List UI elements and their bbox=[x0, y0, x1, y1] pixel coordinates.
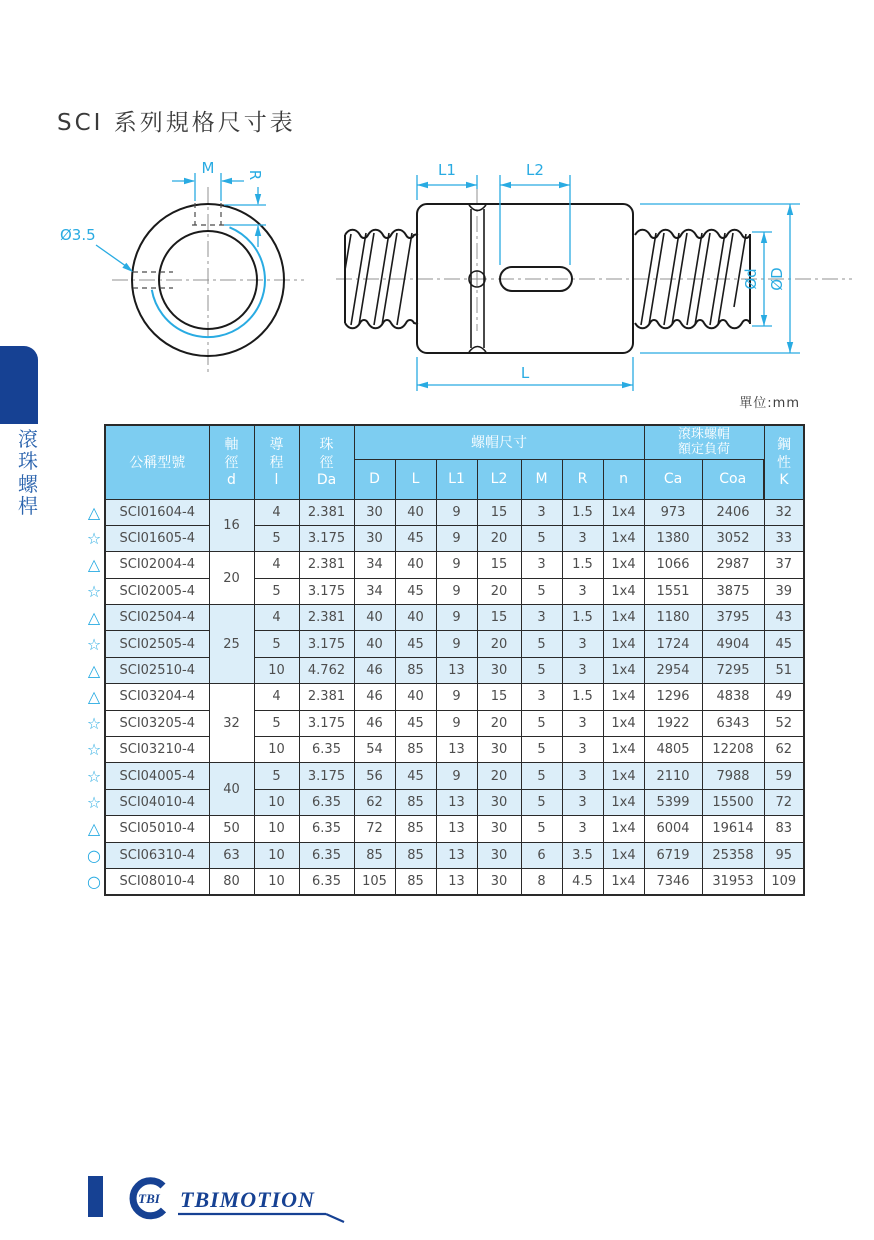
header-col-L: L bbox=[395, 459, 436, 499]
model-cell: SCI01604-4 bbox=[105, 499, 209, 525]
ca-cell: 2110 bbox=[644, 763, 702, 789]
l1-cell: 13 bbox=[436, 657, 477, 683]
row-marker-icon: ☆ bbox=[84, 525, 105, 551]
ca-cell: 1296 bbox=[644, 684, 702, 710]
n-cell: 1x4 bbox=[603, 631, 644, 657]
m-cell: 5 bbox=[521, 578, 562, 604]
coa-cell: 19614 bbox=[702, 816, 764, 842]
lead-cell: 10 bbox=[254, 868, 299, 894]
d-cell: 62 bbox=[354, 789, 395, 815]
dim-label-l2: L2 bbox=[526, 161, 544, 179]
l-cell: 85 bbox=[395, 842, 436, 868]
shaft-dia-cell: 25 bbox=[209, 605, 254, 684]
ca-cell: 1180 bbox=[644, 605, 702, 631]
footer-accent-bar bbox=[88, 1176, 103, 1217]
r-cell: 1.5 bbox=[562, 499, 603, 525]
dim-label-l1: L1 bbox=[438, 161, 456, 179]
row-marker-icon: ○ bbox=[84, 868, 105, 894]
dim-label-m: M bbox=[201, 159, 215, 177]
shaft-dia-cell: 16 bbox=[209, 499, 254, 552]
header-model: 公稱型號 bbox=[105, 425, 209, 499]
l1-cell: 9 bbox=[436, 499, 477, 525]
lead-cell: 10 bbox=[254, 737, 299, 763]
m-cell: 3 bbox=[521, 499, 562, 525]
d-cell: 85 bbox=[354, 842, 395, 868]
r-cell: 3 bbox=[562, 525, 603, 551]
d-cell: 30 bbox=[354, 525, 395, 551]
l1-cell: 13 bbox=[436, 816, 477, 842]
l-cell: 45 bbox=[395, 631, 436, 657]
l-cell: 45 bbox=[395, 763, 436, 789]
l2-cell: 30 bbox=[477, 789, 521, 815]
ball-dia-cell: 3.175 bbox=[299, 763, 354, 789]
l1-cell: 13 bbox=[436, 737, 477, 763]
dim-label-l: L bbox=[520, 364, 530, 382]
dimension-drawings bbox=[0, 145, 874, 417]
ball-dia-cell: 3.175 bbox=[299, 631, 354, 657]
l-cell: 40 bbox=[395, 605, 436, 631]
model-cell: SCI02004-4 bbox=[105, 552, 209, 578]
coa-cell: 4904 bbox=[702, 631, 764, 657]
k-cell: 33 bbox=[764, 525, 804, 551]
m-cell: 5 bbox=[521, 737, 562, 763]
m-cell: 8 bbox=[521, 868, 562, 894]
n-cell: 1x4 bbox=[603, 499, 644, 525]
row-marker-icon: △ bbox=[84, 499, 105, 525]
k-cell: 32 bbox=[764, 499, 804, 525]
ball-dia-cell: 6.35 bbox=[299, 789, 354, 815]
k-cell: 39 bbox=[764, 578, 804, 604]
lead-cell: 5 bbox=[254, 578, 299, 604]
model-cell: SCI08010-4 bbox=[105, 868, 209, 894]
l-cell: 45 bbox=[395, 578, 436, 604]
header-load-group: 滾珠螺帽 額定負荷 bbox=[644, 425, 764, 459]
m-cell: 5 bbox=[521, 657, 562, 683]
l2-cell: 20 bbox=[477, 578, 521, 604]
row-marker-icon: ☆ bbox=[84, 710, 105, 736]
ca-cell: 1922 bbox=[644, 710, 702, 736]
n-cell: 1x4 bbox=[603, 737, 644, 763]
l-cell: 85 bbox=[395, 657, 436, 683]
header-col-n: n bbox=[603, 459, 644, 499]
n-cell: 1x4 bbox=[603, 578, 644, 604]
coa-cell: 4838 bbox=[702, 684, 764, 710]
d-cell: 105 bbox=[354, 868, 395, 894]
table-row bbox=[84, 868, 804, 894]
model-cell: SCI02505-4 bbox=[105, 631, 209, 657]
header-col-D: D bbox=[354, 459, 395, 499]
dim-label-d-big: ØD bbox=[768, 267, 786, 291]
n-cell: 1x4 bbox=[603, 710, 644, 736]
l1-cell: 9 bbox=[436, 763, 477, 789]
n-cell: 1x4 bbox=[603, 842, 644, 868]
l-cell: 85 bbox=[395, 789, 436, 815]
model-cell: SCI02510-4 bbox=[105, 657, 209, 683]
n-cell: 1x4 bbox=[603, 789, 644, 815]
k-cell: 59 bbox=[764, 763, 804, 789]
ca-cell: 973 bbox=[644, 499, 702, 525]
table-row bbox=[84, 737, 804, 763]
r-cell: 3 bbox=[562, 657, 603, 683]
row-marker-icon: ☆ bbox=[84, 578, 105, 604]
r-cell: 1.5 bbox=[562, 552, 603, 578]
l1-cell: 9 bbox=[436, 552, 477, 578]
lead-cell: 5 bbox=[254, 763, 299, 789]
row-marker-icon: △ bbox=[84, 657, 105, 683]
r-cell: 3.5 bbox=[562, 842, 603, 868]
row-marker-icon: △ bbox=[84, 816, 105, 842]
l1-cell: 9 bbox=[436, 605, 477, 631]
m-cell: 3 bbox=[521, 684, 562, 710]
d-cell: 72 bbox=[354, 816, 395, 842]
model-cell: SCI03210-4 bbox=[105, 737, 209, 763]
l-cell: 40 bbox=[395, 684, 436, 710]
table-row bbox=[84, 842, 804, 868]
ca-cell: 1724 bbox=[644, 631, 702, 657]
model-cell: SCI02005-4 bbox=[105, 578, 209, 604]
coa-cell: 7988 bbox=[702, 763, 764, 789]
d-cell: 40 bbox=[354, 605, 395, 631]
lead-cell: 10 bbox=[254, 842, 299, 868]
r-cell: 3 bbox=[562, 578, 603, 604]
ca-cell: 7346 bbox=[644, 868, 702, 894]
dim-label-r: R bbox=[246, 169, 264, 181]
header-lead: 導程 l bbox=[254, 425, 299, 499]
l1-cell: 9 bbox=[436, 684, 477, 710]
table-row bbox=[84, 525, 804, 551]
l2-cell: 15 bbox=[477, 605, 521, 631]
l-cell: 40 bbox=[395, 499, 436, 525]
l-cell: 85 bbox=[395, 816, 436, 842]
shaft-dia-cell: 80 bbox=[209, 868, 254, 894]
lead-cell: 5 bbox=[254, 710, 299, 736]
l2-cell: 15 bbox=[477, 684, 521, 710]
l2-cell: 20 bbox=[477, 525, 521, 551]
r-cell: 3 bbox=[562, 763, 603, 789]
d-cell: 46 bbox=[354, 710, 395, 736]
ball-dia-cell: 2.381 bbox=[299, 552, 354, 578]
lead-cell: 4 bbox=[254, 552, 299, 578]
m-cell: 5 bbox=[521, 763, 562, 789]
l2-cell: 30 bbox=[477, 737, 521, 763]
d-cell: 56 bbox=[354, 763, 395, 789]
m-cell: 5 bbox=[521, 525, 562, 551]
n-cell: 1x4 bbox=[603, 552, 644, 578]
lead-cell: 4 bbox=[254, 684, 299, 710]
ball-dia-cell: 6.35 bbox=[299, 868, 354, 894]
k-cell: 49 bbox=[764, 684, 804, 710]
table-row bbox=[84, 684, 804, 710]
r-cell: 3 bbox=[562, 710, 603, 736]
model-cell: SCI04010-4 bbox=[105, 789, 209, 815]
l-cell: 40 bbox=[395, 552, 436, 578]
model-cell: SCI01605-4 bbox=[105, 525, 209, 551]
coa-cell: 3875 bbox=[702, 578, 764, 604]
header-ball-dia: 珠徑 Da bbox=[299, 425, 354, 499]
d-cell: 46 bbox=[354, 657, 395, 683]
row-marker-icon: △ bbox=[84, 605, 105, 631]
table-row bbox=[84, 657, 804, 683]
r-cell: 3 bbox=[562, 737, 603, 763]
l2-cell: 20 bbox=[477, 763, 521, 789]
lead-cell: 10 bbox=[254, 657, 299, 683]
ball-dia-cell: 3.175 bbox=[299, 710, 354, 736]
l1-cell: 13 bbox=[436, 868, 477, 894]
n-cell: 1x4 bbox=[603, 525, 644, 551]
ca-cell: 6719 bbox=[644, 842, 702, 868]
coa-cell: 7295 bbox=[702, 657, 764, 683]
page-title: SCI 系列規格尺寸表 bbox=[57, 110, 296, 136]
dim-label-hole: Ø3.5 bbox=[60, 226, 96, 244]
row-marker-icon: △ bbox=[84, 684, 105, 710]
brand-logo bbox=[118, 1172, 358, 1226]
l-cell: 45 bbox=[395, 710, 436, 736]
l2-cell: 20 bbox=[477, 710, 521, 736]
shaft-dia-cell: 40 bbox=[209, 763, 254, 816]
n-cell: 1x4 bbox=[603, 657, 644, 683]
l2-cell: 30 bbox=[477, 816, 521, 842]
unit-label: 單位:mm bbox=[739, 396, 800, 411]
m-cell: 5 bbox=[521, 816, 562, 842]
lead-cell: 10 bbox=[254, 789, 299, 815]
sidebar-section-label: 滾珠螺桿 bbox=[18, 427, 38, 519]
ball-dia-cell: 2.381 bbox=[299, 684, 354, 710]
model-cell: SCI03205-4 bbox=[105, 710, 209, 736]
k-cell: 43 bbox=[764, 605, 804, 631]
k-cell: 109 bbox=[764, 868, 804, 894]
shaft-dia-cell: 20 bbox=[209, 552, 254, 605]
r-cell: 3 bbox=[562, 816, 603, 842]
model-cell: SCI06310-4 bbox=[105, 842, 209, 868]
ball-dia-cell: 6.35 bbox=[299, 737, 354, 763]
dim-label-d-small: Ød bbox=[742, 268, 760, 290]
k-cell: 37 bbox=[764, 552, 804, 578]
header-col-R: R bbox=[562, 459, 603, 499]
coa-cell: 6343 bbox=[702, 710, 764, 736]
r-cell: 4.5 bbox=[562, 868, 603, 894]
ca-cell: 2954 bbox=[644, 657, 702, 683]
side-view-drawing bbox=[336, 161, 852, 391]
l2-cell: 20 bbox=[477, 631, 521, 657]
row-marker-icon: ○ bbox=[84, 842, 105, 868]
m-cell: 6 bbox=[521, 842, 562, 868]
ca-cell: 4805 bbox=[644, 737, 702, 763]
l2-cell: 30 bbox=[477, 842, 521, 868]
m-cell: 5 bbox=[521, 710, 562, 736]
coa-cell: 3795 bbox=[702, 605, 764, 631]
row-marker-icon: ☆ bbox=[84, 763, 105, 789]
r-cell: 3 bbox=[562, 789, 603, 815]
table-row bbox=[84, 789, 804, 815]
coa-cell: 12208 bbox=[702, 737, 764, 763]
l1-cell: 9 bbox=[436, 631, 477, 657]
row-marker-icon: ☆ bbox=[84, 631, 105, 657]
d-cell: 40 bbox=[354, 631, 395, 657]
shaft-dia-cell: 32 bbox=[209, 684, 254, 763]
k-cell: 45 bbox=[764, 631, 804, 657]
l1-cell: 13 bbox=[436, 842, 477, 868]
n-cell: 1x4 bbox=[603, 684, 644, 710]
coa-cell: 2987 bbox=[702, 552, 764, 578]
l1-cell: 9 bbox=[436, 710, 477, 736]
coa-cell: 15500 bbox=[702, 789, 764, 815]
ca-cell: 1551 bbox=[644, 578, 702, 604]
m-cell: 5 bbox=[521, 789, 562, 815]
table-row bbox=[84, 710, 804, 736]
k-cell: 72 bbox=[764, 789, 804, 815]
d-cell: 46 bbox=[354, 684, 395, 710]
ca-cell: 1380 bbox=[644, 525, 702, 551]
coa-cell: 31953 bbox=[702, 868, 764, 894]
d-cell: 54 bbox=[354, 737, 395, 763]
n-cell: 1x4 bbox=[603, 868, 644, 894]
header-col-Ca: Ca bbox=[644, 459, 702, 499]
l2-cell: 15 bbox=[477, 552, 521, 578]
l1-cell: 9 bbox=[436, 525, 477, 551]
header-col-Coa: Coa bbox=[702, 459, 764, 499]
header-shaft-dia: 軸徑 d bbox=[209, 425, 254, 499]
table-row bbox=[84, 499, 804, 525]
m-cell: 3 bbox=[521, 605, 562, 631]
l-cell: 45 bbox=[395, 525, 436, 551]
spec-table-body bbox=[84, 499, 804, 895]
table-row bbox=[84, 763, 804, 789]
m-cell: 3 bbox=[521, 552, 562, 578]
ca-cell: 6004 bbox=[644, 816, 702, 842]
l2-cell: 15 bbox=[477, 499, 521, 525]
n-cell: 1x4 bbox=[603, 763, 644, 789]
lead-cell: 4 bbox=[254, 499, 299, 525]
brand-name-text: TBIMOTION bbox=[180, 1187, 315, 1212]
lead-cell: 10 bbox=[254, 816, 299, 842]
l1-cell: 9 bbox=[436, 578, 477, 604]
ca-cell: 5399 bbox=[644, 789, 702, 815]
shaft-dia-cell: 50 bbox=[209, 816, 254, 842]
l2-cell: 30 bbox=[477, 868, 521, 894]
model-cell: SCI03204-4 bbox=[105, 684, 209, 710]
ball-dia-cell: 3.175 bbox=[299, 578, 354, 604]
model-cell: SCI05010-4 bbox=[105, 816, 209, 842]
n-cell: 1x4 bbox=[603, 605, 644, 631]
table-row bbox=[84, 552, 804, 578]
row-marker-icon: △ bbox=[84, 552, 105, 578]
k-cell: 83 bbox=[764, 816, 804, 842]
spec-table bbox=[84, 424, 805, 896]
row-marker-icon: ☆ bbox=[84, 789, 105, 815]
n-cell: 1x4 bbox=[603, 816, 644, 842]
k-cell: 51 bbox=[764, 657, 804, 683]
header-col-L1: L1 bbox=[436, 459, 477, 499]
l-cell: 85 bbox=[395, 868, 436, 894]
r-cell: 1.5 bbox=[562, 684, 603, 710]
row-marker-icon: ☆ bbox=[84, 737, 105, 763]
header-col-M: M bbox=[521, 459, 562, 499]
lead-cell: 4 bbox=[254, 605, 299, 631]
header-col-L2: L2 bbox=[477, 459, 521, 499]
l1-cell: 13 bbox=[436, 789, 477, 815]
coa-cell: 2406 bbox=[702, 499, 764, 525]
ball-dia-cell: 4.762 bbox=[299, 657, 354, 683]
lead-cell: 5 bbox=[254, 525, 299, 551]
model-cell: SCI04005-4 bbox=[105, 763, 209, 789]
ca-cell: 1066 bbox=[644, 552, 702, 578]
k-cell: 52 bbox=[764, 710, 804, 736]
r-cell: 3 bbox=[562, 631, 603, 657]
d-cell: 30 bbox=[354, 499, 395, 525]
k-cell: 95 bbox=[764, 842, 804, 868]
table-row bbox=[84, 631, 804, 657]
r-cell: 1.5 bbox=[562, 605, 603, 631]
header-nut-dims-group: 螺帽尺寸 bbox=[354, 425, 644, 459]
ball-dia-cell: 2.381 bbox=[299, 499, 354, 525]
shaft-dia-cell: 63 bbox=[209, 842, 254, 868]
table-row bbox=[84, 578, 804, 604]
end-view-drawing bbox=[60, 159, 304, 373]
ball-dia-cell: 2.381 bbox=[299, 605, 354, 631]
model-cell: SCI02504-4 bbox=[105, 605, 209, 631]
table-row bbox=[84, 605, 804, 631]
coa-cell: 3052 bbox=[702, 525, 764, 551]
brand-logo-text: TBI bbox=[138, 1191, 160, 1206]
lead-cell: 5 bbox=[254, 631, 299, 657]
k-cell: 62 bbox=[764, 737, 804, 763]
table-row bbox=[84, 816, 804, 842]
coa-cell: 25358 bbox=[702, 842, 764, 868]
d-cell: 34 bbox=[354, 552, 395, 578]
d-cell: 34 bbox=[354, 578, 395, 604]
m-cell: 5 bbox=[521, 631, 562, 657]
l2-cell: 30 bbox=[477, 657, 521, 683]
header-rigidity: 鋼性 K bbox=[764, 425, 804, 499]
l-cell: 85 bbox=[395, 737, 436, 763]
ball-dia-cell: 3.175 bbox=[299, 525, 354, 551]
ball-dia-cell: 6.35 bbox=[299, 842, 354, 868]
marker-gutter-header bbox=[84, 425, 105, 499]
ball-dia-cell: 6.35 bbox=[299, 816, 354, 842]
